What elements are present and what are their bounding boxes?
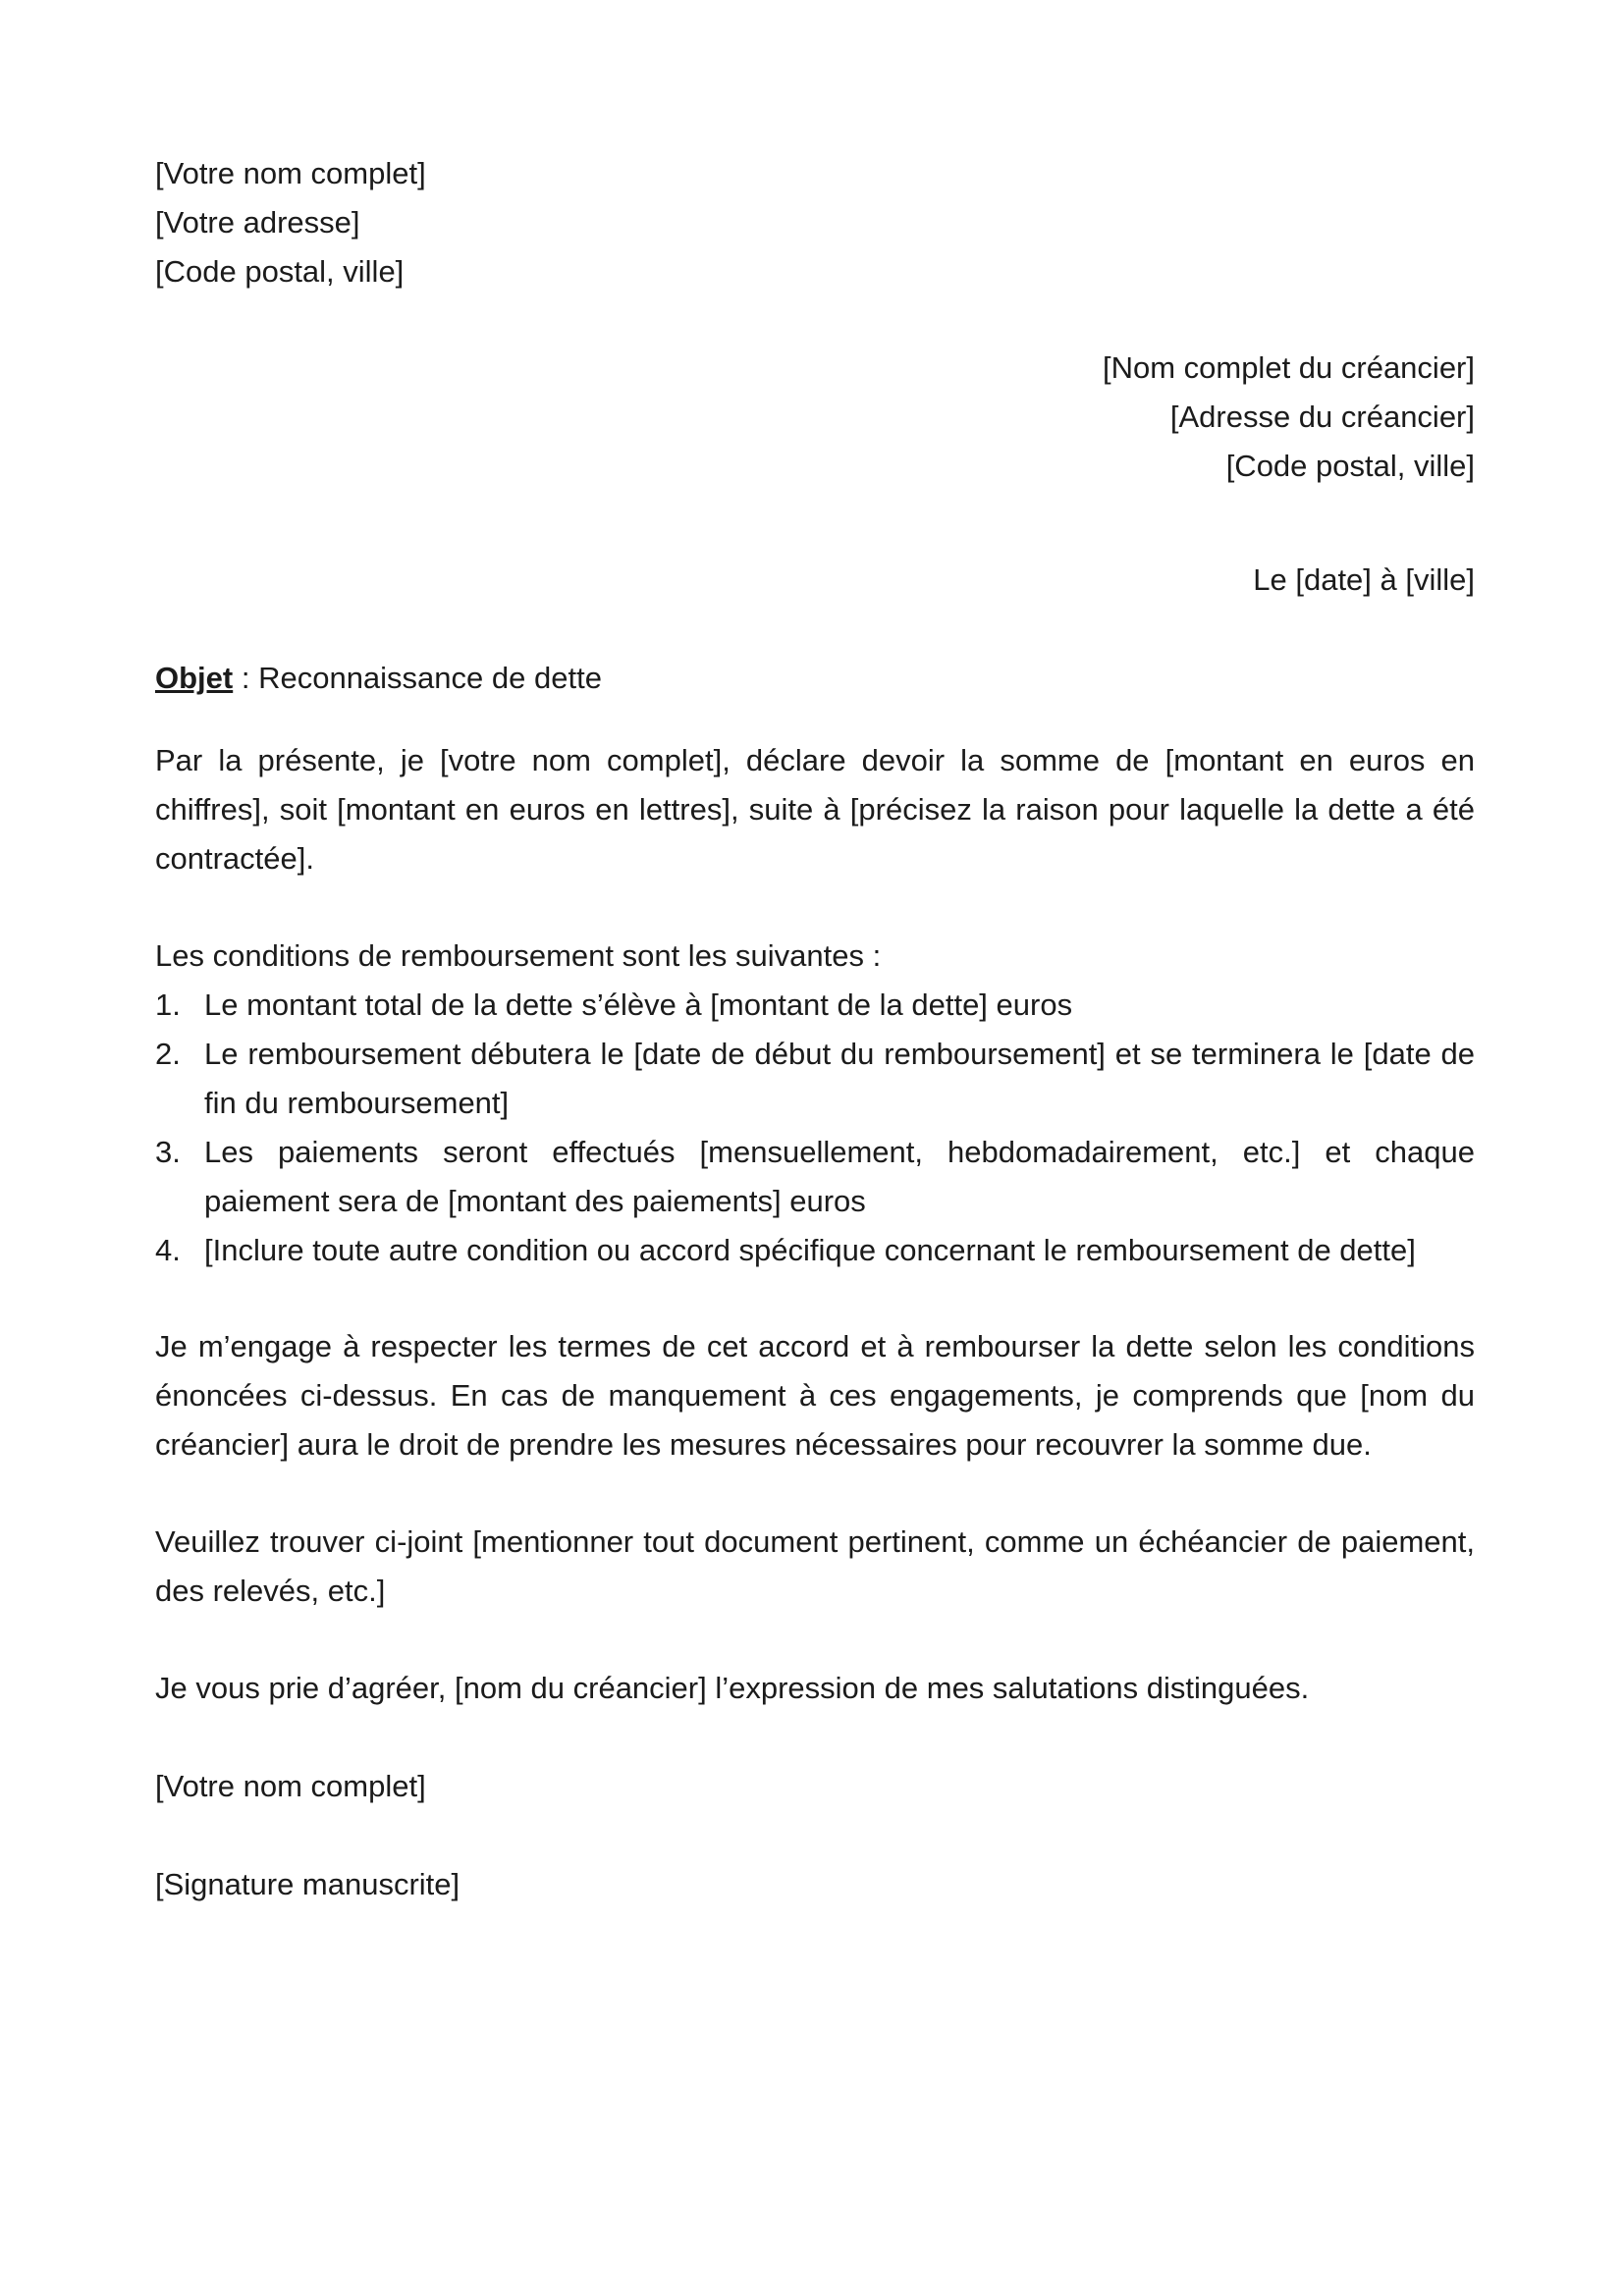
list-item bbox=[155, 1128, 1475, 1226]
closing-paragraph: Je vous prie d’agréer, [nom du créancier] l’expression de mes salutations distinguées. bbox=[155, 1671, 1310, 1705]
sender-address: [Votre adresse] bbox=[155, 205, 360, 240]
subject-text: Reconnaissance de dette bbox=[258, 661, 602, 695]
engagement-paragraph: Je m’engage à respecter les termes de cet accord et à rembourser la dette selon les conditions énoncées ci-dessus. En cas de manquement à ces engagements, je comprends que [nom du créancier] aura le droit de prendre les mesures nécessaires pour recouvrer la somme due. bbox=[155, 1329, 1475, 1462]
list-item bbox=[155, 1030, 1475, 1128]
attachment-paragraph: Veuillez trouver ci-joint [mentionner tout document pertinent, comme un échéancier de paiement, des relevés, etc.] bbox=[155, 1524, 1475, 1608]
list-item bbox=[155, 981, 1475, 1030]
list-item-text: Le remboursement débutera le [date de début du remboursement] et se terminera le [date de fin du remboursement] bbox=[204, 1037, 1475, 1120]
list-item-number: 4. bbox=[155, 1233, 181, 1267]
sender-block bbox=[155, 149, 842, 296]
signature-placeholder: [Signature manuscrite] bbox=[155, 1867, 460, 1901]
list-item-number: 2. bbox=[155, 1037, 181, 1071]
sender-postal-city: [Code postal, ville] bbox=[155, 254, 405, 289]
conditions-title: Les conditions de remboursement sont les suivantes : bbox=[155, 938, 882, 973]
list-item-number: 3. bbox=[155, 1135, 181, 1169]
date-place-line: Le [date] à [ville] bbox=[1253, 562, 1475, 597]
subject-line bbox=[155, 654, 1475, 703]
sender-name: [Votre nom complet] bbox=[155, 156, 426, 190]
list-item bbox=[155, 1226, 1475, 1275]
recipient-postal-city: [Code postal, ville] bbox=[1225, 449, 1475, 483]
subject-label: Objet bbox=[155, 661, 234, 695]
list-item-text: Le montant total de la dette s’élève à [montant de la dette] euros bbox=[204, 988, 1073, 1022]
intro-paragraph: Par la présente, je [votre nom complet], déclare devoir la somme de [montant en euros en chiffres], soit [montant en euros en lettres], suite à [précisez la raison pour laquelle la dette a été contractée]. bbox=[155, 743, 1475, 876]
recipient-name: [Nom complet du créancier] bbox=[1102, 350, 1475, 385]
list-item-text: Les paiements seront effectués [mensuellement, hebdomadairement, etc.] et chaque paiement sera de [montant des paiements] euros bbox=[204, 1135, 1475, 1218]
subject-separator: : bbox=[233, 661, 259, 695]
list-item-text: [Inclure toute autre condition ou accord spécifique concernant le remboursement de dette] bbox=[204, 1233, 1416, 1267]
signoff-name: [Votre nom complet] bbox=[155, 1769, 426, 1803]
conditions-list bbox=[155, 981, 1475, 1275]
recipient-block bbox=[689, 344, 1475, 491]
list-item-number: 1. bbox=[155, 988, 181, 1022]
recipient-address: [Adresse du créancier] bbox=[1169, 400, 1475, 434]
